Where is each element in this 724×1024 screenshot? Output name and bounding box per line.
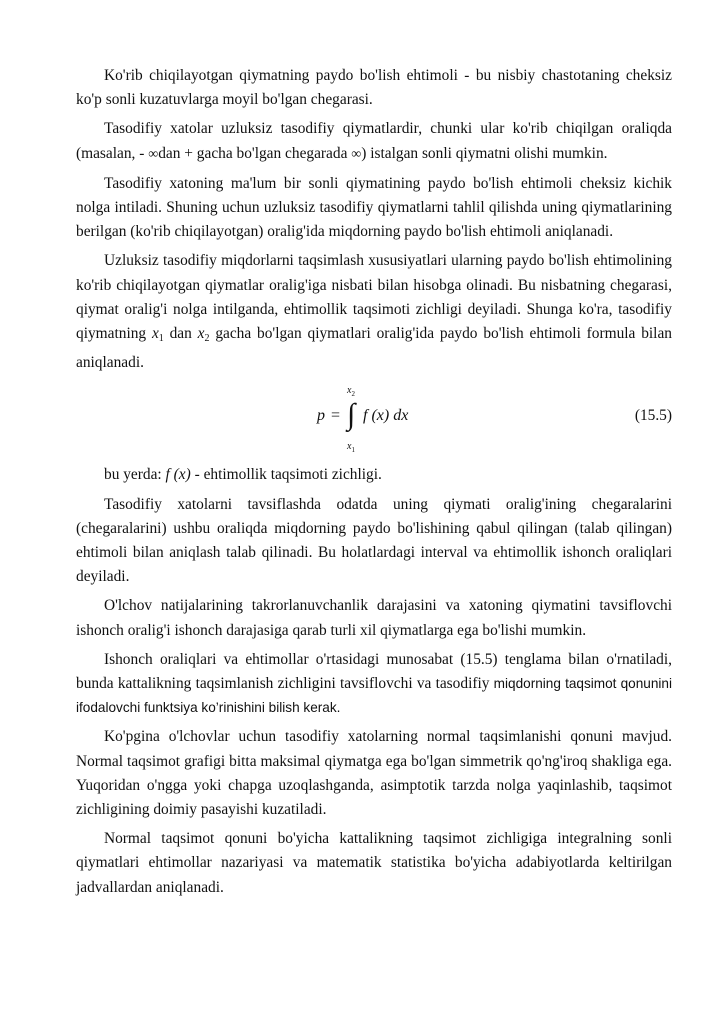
integral-sign: ∫	[347, 398, 356, 432]
formula-15-5	[76, 381, 672, 457]
paragraph-2-part-c: ) istalgan sonli qiymatni olishi mumkin.	[361, 144, 608, 162]
variable-x2-subscript: 2	[204, 333, 210, 345]
paragraph-9: Ko'pgina o'lchovlar uchun tasodifiy xatolarning normal taqsimlanishi qonuni mavjud. Normal taqsimot grafigi bitta maksimal qiymatga ega bo'lgan simmetrik qo'ng'iroq shakliga ega. Yuqoridan o'ngga yoki chapga uzoqlashganda, asimptotik tarzda nolga yaqinlashib, taqsimot zichligining doimiy pasayishi kuzatiladi.	[76, 728, 672, 819]
paragraph-8	[76, 648, 672, 721]
paragraph-4-part-b: dan	[163, 325, 198, 343]
paragraph-2-part-b: dan + gacha bo'lgan chegarada	[158, 144, 352, 162]
paragraph-10: Normal taqsimot qonuni bo'yicha kattalikning taqsimot zichligiga integralning sonli qiymatlari ehtimollar nazariyasi va matematik statistika bo'yicha adabiyotlarda keltirilgan jadvallardan aniqlanadi.	[76, 830, 672, 896]
integrand: f (x) dx	[363, 407, 409, 425]
upper-bound-subscript: 2	[351, 390, 355, 399]
paragraph-5-part-b: - ehtimollik taqsimoti zichligi.	[190, 466, 382, 484]
paragraph-5	[76, 463, 672, 487]
infinity-symbol-1: ∞	[148, 146, 159, 162]
paragraph-8-part-a: Ishonch oraliqlari va ehtimollar o'rtasidagi munosabat (15.5) tenglama bilan o'rnatiladi, bunda kattalikning taqsimlanish zichligini tavsiflovchi va tasodifiy	[76, 650, 672, 693]
paragraph-4-part-c: gacha bo'lgan qiymatlari oralig'ida paydo bo'lish ehtimoli formula bilan aniqlanadi.	[76, 325, 672, 372]
lower-bound-base: x	[347, 441, 352, 453]
upper-bound-base: x	[347, 385, 352, 397]
variable-x1	[151, 325, 164, 345]
paragraph-8-part-b: miqdorning taqsimot qonunini ifodalovchi funktsiya ko’rinishini bilish kerak.	[76, 676, 673, 716]
equation-number: (15.5)	[634, 407, 672, 425]
paragraph-1: Ko'rib chiqilayotgan qiymatning paydo bo'lish ehtimoli - bu nisbiy chastotaning cheksiz ko'p sonli kuzatuvlarga moyil bo'lgan chegarasi.	[76, 67, 672, 109]
document-page	[76, 64, 672, 905]
formula-lhs: p	[317, 407, 325, 425]
infinity-symbol-2: ∞	[351, 146, 362, 162]
formula-equals: =	[331, 407, 341, 425]
variable-x1-base: x	[151, 325, 159, 343]
paragraph-3: Tasodifiy xatoning ma'lum bir sonli qiymatining paydo bo'lish ehtimoli cheksiz kichik nolga intiladi. Shuning uchun uzluksiz tasodifiy qiymatlarni tahlil qilishda uning qiymatlarining berilgan (ko'rib chiqilayotgan) oralig'ida miqdorning paydo bo'lish ehtimoli aniqlanadi.	[76, 174, 672, 241]
function-f-x: f (x)	[165, 466, 191, 484]
integral-formula	[317, 381, 457, 457]
lower-bound-subscript: 1	[351, 446, 355, 455]
paragraph-6: Tasodifiy xatolarni tavsiflashda odatda uning qiymati oralig'ining chegaralarini (chegaralarini) ushbu oraliqda miqdorning paydo bo'lishining qabul qilingan (talab qilingan) ehtimoli bilan aniqlash talab qilinadi. Bu holatlardagi interval va ehtimollik ishonch oraliqlari deyiladi.	[76, 495, 672, 586]
variable-x2	[197, 325, 210, 345]
paragraph-4-part-a: Uzluksiz tasodifiy miqdorlarni taqsimlash xususiyatlari ularning paydo bo'lish ehtimolining ko'rib chiqilayotgan qiymatlar oralig'iga nisbati bilan hisobga olinadi. Bu nisbatning chegarasi, qiymat oralig'i nolga intilganda, ehtimollik taqsimoti zichligi deyiladi. Shunga ko'ra, tasodifiy qiymatning	[76, 252, 672, 343]
variable-x1-subscript: 1	[158, 333, 164, 345]
paragraph-4	[76, 249, 672, 375]
integral-lower-bound	[347, 441, 355, 454]
paragraph-5-part-a: bu yerda:	[104, 466, 166, 484]
variable-x2-base: x	[197, 325, 205, 343]
paragraph-7: O'lchov natijalarining takrorlanuvchanlik darajasini va xatoning qiymatini tavsiflovchi ishonch oralig'i ishonch darajasiga qarab turli xil qiymatlarga ega bo'lishi mumkin.	[76, 597, 672, 639]
paragraph-2-part-a: Tasodifiy xatolar uzluksiz tasodifiy qiymatlardir, chunki ular ko'rib chiqilgan oraliqda (masalan, -	[76, 120, 672, 162]
paragraph-2	[76, 117, 672, 166]
